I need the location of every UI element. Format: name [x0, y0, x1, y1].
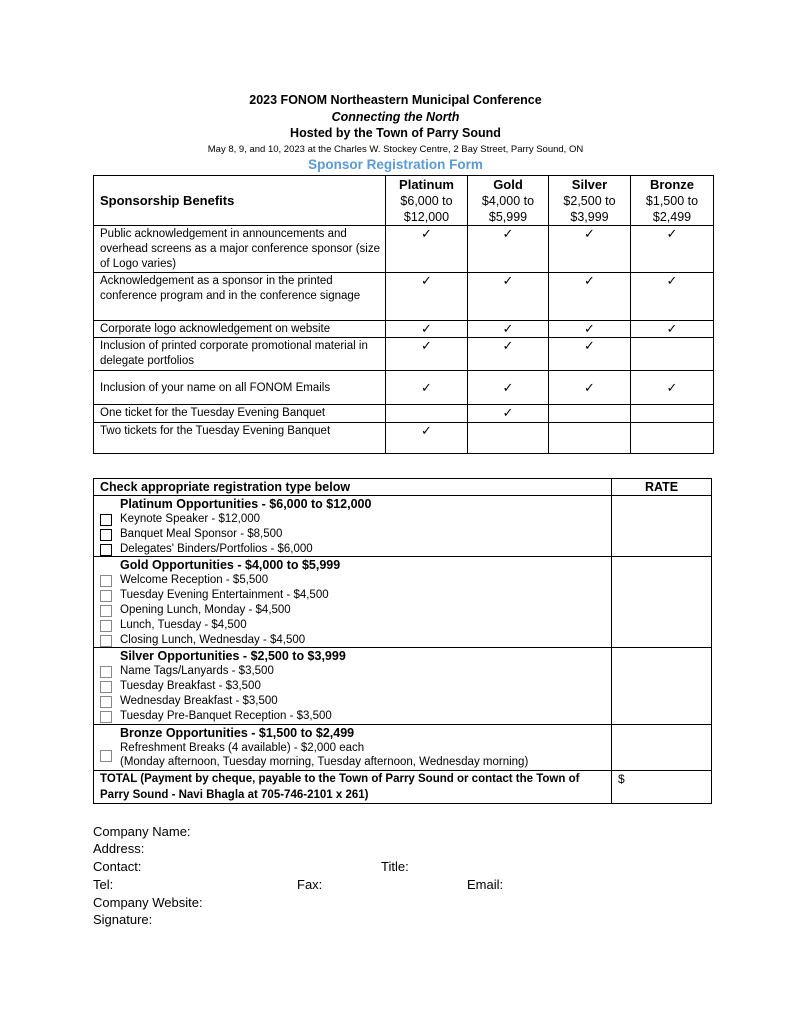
opportunity-group-cell [94, 557, 612, 648]
title-field[interactable]: Title: [381, 859, 409, 874]
benefit-check-cell [631, 405, 714, 423]
conference-dates: May 8, 9, and 10, 2023 at the Charles W. Stockey Centre, 2 Bay Street, Parry Sound, ON [207, 144, 584, 155]
total-row [94, 771, 712, 804]
benefit-check-cell [631, 321, 714, 338]
opportunity-item: Wednesday Breakfast - $3,500 [120, 694, 278, 707]
benefit-check-cell [468, 423, 549, 454]
checkmark-icon: ✓ [421, 226, 432, 241]
rate-cell[interactable] [612, 648, 712, 724]
benefit-check-cell [468, 321, 549, 338]
checkmark-icon: ✓ [502, 338, 514, 353]
registration-heading: Check appropriate registration type below [94, 479, 612, 496]
benefit-check-cell [549, 405, 631, 423]
benefit-text: One ticket for the Tuesday Evening Banquet [94, 405, 386, 423]
conference-title: 2023 FONOM Northeastern Municipal Conference [249, 93, 542, 107]
benefit-text: Public acknowledgement in announcements and overhead screens as a major conference sponsor (size of Logo varies) [94, 226, 386, 273]
total-amount[interactable]: $ [612, 771, 712, 804]
benefit-rows [94, 226, 714, 454]
benefit-check-cell [386, 371, 468, 405]
checkmark-icon: ✓ [502, 405, 514, 420]
total-label: TOTAL (Payment by cheque, payable to the Town of Parry Sound or contact the Town of Parry Sound - Navi Bhagla at 705-746-2101 x 261) [94, 771, 612, 804]
opportunity-group-body [94, 496, 611, 556]
checkbox[interactable] [100, 666, 112, 678]
opportunity-group-title: Silver Opportunities - $2,500 to $3,999 [120, 649, 346, 664]
rate-cell[interactable] [612, 496, 712, 557]
tier-name: Gold [493, 177, 523, 192]
checkmark-icon: ✓ [584, 321, 595, 336]
benefit-check-cell [468, 226, 549, 273]
opportunity-group-body [94, 725, 611, 771]
fax-field[interactable]: Fax: [297, 877, 323, 892]
checkmark-icon: ✓ [502, 226, 514, 241]
rate-cell[interactable] [612, 724, 712, 771]
benefit-check-cell [468, 405, 549, 423]
tier-header-bronze [631, 176, 714, 226]
address-field[interactable]: Address: [93, 841, 145, 856]
benefit-text: Two tickets for the Tuesday Evening Banquet [94, 423, 386, 454]
checkbox-column [94, 648, 120, 723]
checkbox[interactable] [100, 681, 112, 693]
benefit-text: Inclusion of your name on all FONOM Emails [94, 371, 386, 405]
checkmark-icon: ✓ [502, 380, 514, 395]
checkmark-icon: ✓ [666, 380, 678, 395]
opportunity-item: Lunch, Tuesday - $4,500 [120, 618, 247, 631]
checkbox[interactable] [100, 711, 112, 723]
benefit-text: Inclusion of printed corporate promotional material in delegate portfolios [94, 338, 386, 371]
opportunity-group-cell [94, 648, 612, 724]
opportunity-group [94, 724, 712, 771]
checkbox[interactable] [100, 620, 112, 632]
checkbox[interactable] [100, 605, 112, 617]
signature-field[interactable]: Signature: [93, 912, 153, 927]
benefit-row [94, 405, 714, 423]
benefit-check-cell [386, 338, 468, 371]
opportunity-item: Opening Lunch, Monday - $4,500 [120, 603, 291, 616]
benefit-row [94, 273, 714, 321]
benefit-check-cell [468, 371, 549, 405]
conference-tagline: Connecting the North [331, 110, 460, 124]
registration-groups [94, 496, 712, 771]
checkmark-icon: ✓ [421, 338, 432, 353]
tier-name: Platinum [399, 177, 454, 192]
opportunity-group [94, 648, 712, 724]
benefit-check-cell [386, 226, 468, 273]
tier-header-silver [549, 176, 631, 226]
tier-range-start: $6,000 to [400, 194, 453, 208]
checkbox-column [94, 725, 120, 771]
opportunity-group-title: Platinum Opportunities - $6,000 to $12,000 [120, 497, 372, 511]
benefit-check-cell [549, 273, 631, 321]
benefit-check-cell [386, 423, 468, 454]
benefit-check-cell [468, 273, 549, 321]
tier-range-end: $5,999 [488, 210, 528, 224]
checkbox[interactable] [100, 590, 112, 602]
benefits-heading: Sponsorship Benefits [94, 176, 386, 226]
tier-name: Silver [571, 177, 608, 192]
checkmark-icon: ✓ [584, 338, 595, 353]
benefit-check-cell [468, 338, 549, 371]
opportunity-item: Tuesday Breakfast - $3,500 [120, 680, 261, 693]
opportunity-group-body [94, 557, 611, 647]
benefit-text: Acknowledgement as a sponsor in the printed conference program and in the conference signage [94, 273, 386, 321]
conference-host: Hosted by the Town of Parry Sound [290, 126, 501, 140]
benefit-check-cell [631, 423, 714, 454]
checkbox-column [94, 496, 120, 556]
form-title: Sponsor Registration Form [308, 157, 483, 172]
checkmark-icon: ✓ [421, 380, 432, 395]
rate-cell[interactable] [612, 557, 712, 648]
benefit-check-cell [549, 338, 631, 371]
benefit-check-cell [549, 321, 631, 338]
opportunity-item: Banquet Meal Sponsor - $8,500 [120, 527, 283, 540]
contact-field[interactable]: Contact: [93, 859, 142, 874]
benefit-check-cell [386, 321, 468, 338]
benefit-row [94, 423, 714, 454]
opportunity-group-cell [94, 724, 612, 771]
benefit-row [94, 371, 714, 405]
opportunity-item: Keynote Speaker - $12,000 [120, 513, 261, 525]
opportunity-item: Delegates' Binders/Portfolios - $6,000 [120, 542, 313, 555]
opportunity-group-title: Gold Opportunities - $4,000 to $5,999 [120, 558, 341, 573]
benefit-check-cell [631, 371, 714, 405]
opportunity-group-cell [94, 496, 612, 557]
benefit-check-cell [386, 405, 468, 423]
checkmark-icon: ✓ [666, 321, 678, 336]
company-name-field[interactable]: Company Name: [93, 824, 191, 839]
checkbox[interactable] [100, 544, 112, 556]
tier-header-platinum [386, 176, 468, 226]
tier-range-end: $2,499 [652, 210, 692, 224]
checkmark-icon: ✓ [502, 273, 514, 288]
checkmark-icon: ✓ [421, 423, 432, 438]
checkbox[interactable] [100, 635, 112, 647]
opportunity-group-body [94, 648, 611, 723]
opportunity-group-title: Bronze Opportunities - $1,500 to $2,499 [120, 725, 355, 740]
benefits-header-row [94, 176, 714, 226]
benefit-text: Corporate logo acknowledgement on website [94, 321, 386, 338]
opportunity-item: Tuesday Evening Entertainment - $4,500 [120, 589, 329, 602]
tel-field[interactable]: Tel: [93, 877, 114, 892]
opportunity-group [94, 557, 712, 648]
checkmark-icon: ✓ [421, 273, 432, 288]
tier-range-start: $1,500 to [645, 194, 699, 208]
tier-range-start: $4,000 to [481, 194, 535, 208]
checkbox[interactable] [100, 696, 112, 708]
checkmark-icon: ✓ [666, 226, 678, 241]
checkmark-icon: ✓ [421, 321, 432, 336]
opportunity-group [94, 496, 712, 557]
checkmark-icon: ✓ [584, 226, 595, 241]
opportunity-item: Name Tags/Lanyards - $3,500 [120, 665, 274, 678]
tier-header-gold [468, 176, 549, 226]
checkmark-icon: ✓ [584, 380, 595, 395]
benefit-check-cell [631, 226, 714, 273]
benefit-row [94, 321, 714, 338]
checkbox[interactable] [100, 575, 112, 587]
registration-header-row [94, 479, 712, 496]
checkbox[interactable] [100, 529, 112, 541]
opportunity-item: (Monday afternoon, Tuesday morning, Tuesday afternoon, Wednesday morning) [120, 756, 529, 769]
opportunity-item: Tuesday Pre-Banquet Reception - $3,500 [120, 709, 332, 722]
benefit-row [94, 226, 714, 273]
checkmark-icon: ✓ [666, 273, 678, 288]
tier-range-start: $2,500 to [563, 194, 616, 208]
rate-heading: RATE [612, 479, 712, 496]
checkbox-column [94, 557, 120, 647]
tier-range-end: $12,000 [403, 210, 450, 224]
benefit-check-cell [386, 273, 468, 321]
tier-range-end: $3,999 [570, 210, 609, 224]
benefit-check-cell [631, 273, 714, 321]
benefit-check-cell [549, 423, 631, 454]
benefit-check-cell [549, 371, 631, 405]
benefit-check-cell [549, 226, 631, 273]
sponsorship-benefits-table [93, 175, 714, 454]
benefit-check-cell [631, 338, 714, 371]
tier-name: Bronze [649, 177, 695, 192]
opportunity-item: Closing Lunch, Wednesday - $4,500 [120, 633, 306, 646]
registration-table [93, 478, 712, 804]
email-field[interactable]: Email: [467, 877, 504, 892]
benefit-row [94, 338, 714, 371]
opportunity-item: Refreshment Breaks (4 available) - $2,000 each [120, 741, 365, 754]
checkmark-icon: ✓ [502, 321, 514, 336]
checkbox[interactable] [100, 514, 112, 526]
checkmark-icon: ✓ [584, 273, 595, 288]
opportunity-item: Welcome Reception - $5,500 [120, 574, 269, 587]
company-website-field[interactable]: Company Website: [93, 895, 203, 910]
